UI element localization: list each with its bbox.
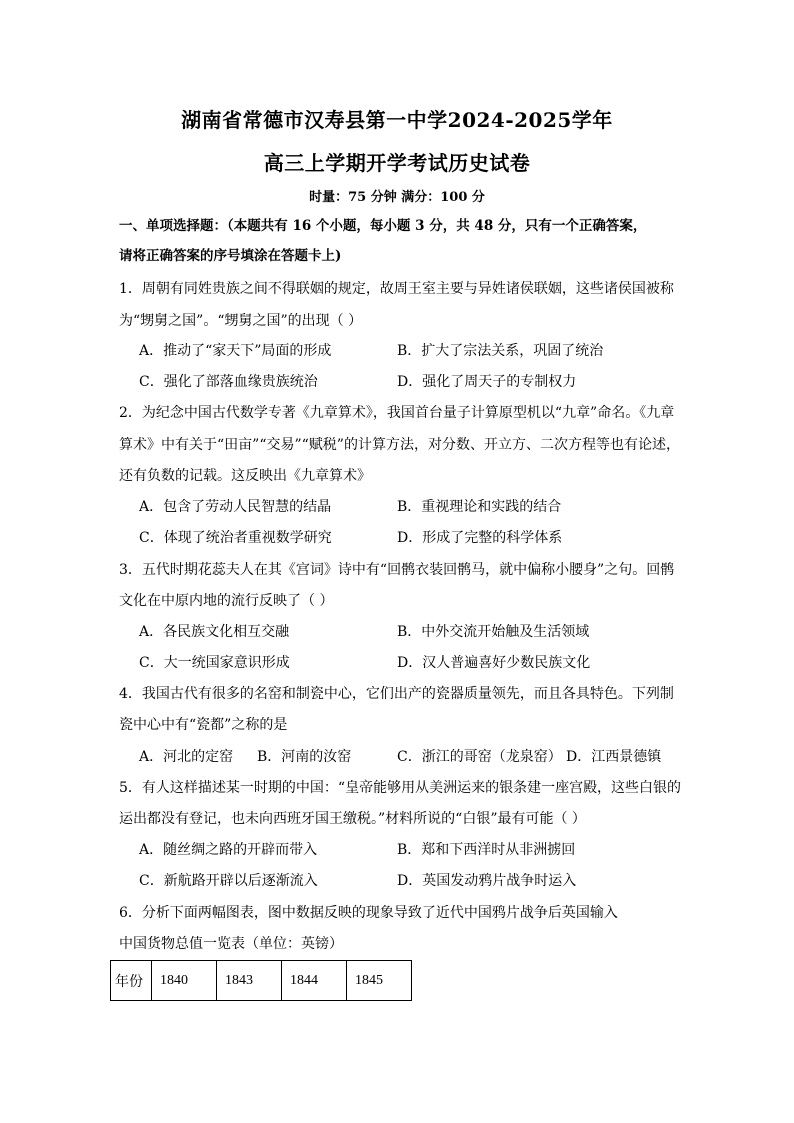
table-cell-year: 1840 [152, 961, 217, 1001]
question-4-line1: 4．我国古代有很多的名窑和制瓷中心，它们出产的瓷器质量领先，而且各具特色。下列制 [119, 686, 674, 702]
goods-value-table [110, 960, 412, 1001]
question-1-line2: 为“甥舅之国”。“甥舅之国”的出现（ ） [119, 313, 363, 329]
question-4-option-a: A．河北的定窑 [139, 749, 234, 765]
question-5-option-a: A．随丝绸之路的开辟而带入 [139, 842, 318, 858]
question-2-line1: 2．为纪念中国古代数学专著《九章算术》，我国首台量子计算原型机以“九章”命名。《九章 [119, 405, 675, 421]
question-1-option-c: C．强化了部落血缘贵族统治 [139, 374, 318, 390]
question-1-line1: 1．周朝有同姓贵族之间不得联姻的规定，故周王室主要与异姓诸侯联姻，这些诸侯国被称 [119, 281, 674, 297]
exam-title-line2: 高三上学期开学考试历史试卷 [263, 151, 531, 175]
question-3-option-a: A．各民族文化相互交融 [139, 624, 290, 640]
question-5-option-c: C．新航路开辟以后逐渐流入 [139, 873, 318, 889]
question-2-line2: 算术》中有关于“田亩”“交易”“赋税”的计算方法，对分数、开立方、二次方程等也有论述， [119, 437, 680, 453]
question-1-option-d: D．强化了周天子的专制权力 [397, 374, 577, 390]
question-2-option-a: A．包含了劳动人民智慧的结晶 [139, 499, 332, 515]
table-cell-year: 1843 [217, 961, 282, 1001]
section-instruction-line2: 请将正确答案的序号填涂在答题卡上) [119, 248, 342, 264]
question-5-line2: 运出都没有登记，也未向西班牙国王缴税。”材料所说的“白银”最有可能（ ） [119, 811, 586, 827]
question-4-option-c: C．浙江的哥窑（龙泉窑） [397, 749, 562, 765]
question-3-line2: 文化在中原内地的流行反映了（ ） [119, 593, 334, 609]
table-cell-year: 1845 [347, 961, 412, 1001]
question-1-option-a: A．推动了“家天下”局面的形成 [139, 343, 332, 359]
question-3-option-c: C．大一统国家意识形成 [139, 655, 290, 671]
question-4-option-d: D．江西景德镇 [566, 749, 662, 765]
table-cell-year: 1844 [282, 961, 347, 1001]
question-5-option-b: B．郑和下西洋时从非洲掳回 [397, 842, 576, 858]
question-3-option-b: B．中外交流开始触及生活领域 [397, 624, 590, 640]
question-1-option-b: B．扩大了宗法关系，巩固了统治 [397, 343, 604, 359]
question-3-line1: 3．五代时期花蕊夫人在其《宫词》诗中有“回鹘衣装回鹘马，就中偏称小腰身”之句。回鹘 [119, 562, 675, 578]
exam-title-line1: 湖南省常德市汉寿县第一中学2024-2025学年 [181, 108, 613, 132]
question-6-line1: 6．分析下面两幅图表，图中数据反映的现象导致了近代中国鸦片战争后英国输入 [119, 905, 618, 921]
question-3-option-d: D．汉人普遍喜好少数民族文化 [397, 655, 591, 671]
section-instruction-line1: 一、单项选择题：（本题共有 16 个小题，每小题 3 分，共 48 分，只有一个正确答案， [119, 218, 647, 234]
question-2-option-c: C．体现了统治者重视数学研究 [139, 530, 332, 546]
table-row [111, 961, 412, 1001]
question-2-option-d: D．形成了完整的科学体系 [397, 530, 563, 546]
exam-meta: 时量：75 分钟 满分：100 分 [309, 190, 485, 205]
question-6-table-caption: 中国货物总值一览表（单位：英镑） [119, 936, 343, 952]
question-2-option-b: B．重视理论和实践的结合 [397, 499, 562, 515]
question-4-option-b: B．河南的汝窑 [257, 749, 352, 765]
question-5-option-d: D．英国发动鸦片战争时运入 [397, 873, 577, 889]
question-2-line3: 还有负数的记载。这反映出《九章算术》 [119, 468, 371, 484]
question-4-line2: 瓷中心中有“瓷都”之称的是 [119, 717, 288, 733]
question-5-line1: 5．有人这样描述某一时期的中国：“皇帝能够用从美洲运来的银条建一座宫殿，这些白银的 [119, 780, 682, 796]
table-header-year: 年份 [111, 961, 152, 1001]
